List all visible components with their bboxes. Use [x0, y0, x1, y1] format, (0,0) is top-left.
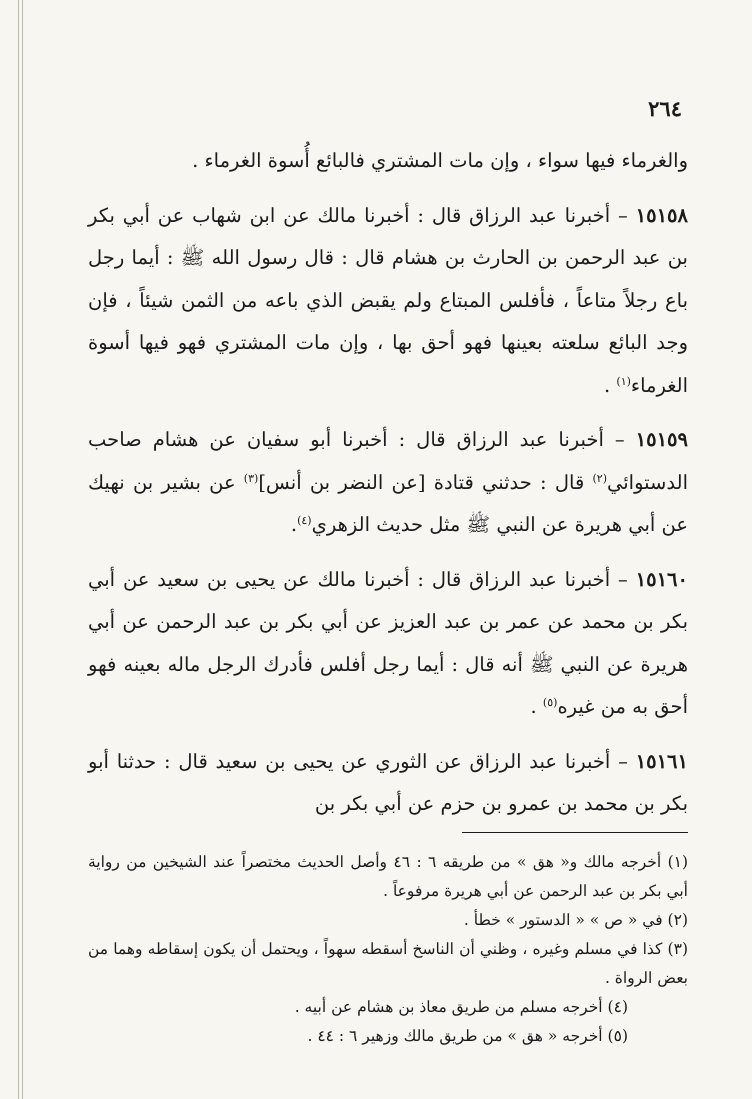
- footnote-1: [88, 848, 688, 906]
- hadith-end: .: [290, 513, 298, 536]
- hadith-end: .: [530, 695, 543, 718]
- hadith-15160: [88, 559, 688, 729]
- footnote-5: [88, 1022, 688, 1051]
- footnote-ref[interactable]: (٣): [243, 471, 259, 485]
- footnote-label: (٤): [607, 998, 628, 1016]
- hadith-number: ١٥١٦١: [635, 749, 688, 773]
- hadith-15161: [88, 741, 688, 826]
- footnote-label: (٢): [667, 911, 688, 929]
- hadith-text: – أخبرنا عبد الرزاق عن الثوري عن يحيى بن سعيد قال : حدثنا أبو بكر بن محمد بن عمرو بن حزم عن أبي بكر بن: [88, 749, 688, 815]
- footnote-label: (٥): [607, 1027, 628, 1045]
- footnote-text: أخرجه « هق » من طريق مالك وزهير ٦ : ٤٤ .: [307, 1027, 603, 1045]
- hadith-number: ١٥١٦٠: [635, 567, 688, 591]
- main-text: [88, 140, 688, 826]
- footnote-2: [88, 906, 688, 935]
- book-page: [88, 0, 688, 1099]
- hadith-number: ١٥١٥٩: [635, 428, 688, 451]
- hadith-text: – أخبرنا عبد الرزاق قال : أخبرنا أبو سفيان عن هشام صاحب الدستوائي: [88, 428, 688, 494]
- page-number: ٢٦٤: [648, 96, 682, 121]
- binding-edge-line: [18, 0, 19, 1099]
- hadith-number: ١٥١٥٨: [635, 203, 688, 227]
- hadith-15158: [88, 195, 688, 408]
- footnote-ref[interactable]: (١): [616, 374, 631, 388]
- hadith-text: – أخبرنا عبد الرزاق قال : أخبرنا مالك عن ابن شهاب عن أبي بكر بن عبد الرحمن بن الحارث بن هشام قال : قال رسول الله ﷺ : أيما رجل باع رجلاً متاعاً ، فأفلس المبتاع ولم يقبض الذي باعه من الثمن شيئاً ، فإن وجد البائع سلعته بعينها فهو أحق بها ، وإن مات المشتري فهو فيها أسوة الغرماء: [88, 203, 688, 397]
- hadith-text: – أخبرنا عبد الرزاق قال : أخبرنا مالك عن يحيى بن سعيد عن أبي بكر بن محمد عن عمر بن عبد العزيز عن أبي بكر بن عبد الرحمن عن أبي هريرة عن النبي ﷺ أنه قال : أيما رجل أفلس فأدرك الرجل ماله بعينه فهو أحق به من غيره: [88, 567, 688, 718]
- footnote-text: كذا في مسلم وغيره ، وظني أن الناسخ أسقطه سهواً ، ويحتمل أن يكون إسقاطه وهما من بعض الرواة .: [88, 940, 688, 987]
- footnote-ref[interactable]: (٤): [297, 514, 312, 527]
- hadith-15159: [88, 419, 688, 547]
- paragraph-text: والغرماء فيها سواء ، وإن مات المشتري فالبائع أُسوة الغرماء .: [192, 149, 688, 172]
- footnote-ref[interactable]: (٥): [542, 696, 558, 709]
- footnote-4: [88, 993, 688, 1022]
- binding-edge-line: [22, 0, 23, 1099]
- footnote-label: (٣): [667, 940, 688, 958]
- footnote-3: [88, 935, 688, 993]
- footnotes: [88, 848, 688, 1051]
- hadith-text: قال : حدثني قتادة [عن النضر بن أنس]: [258, 470, 593, 494]
- hadith-text: عن بشير بن نهيك عن أبي هريرة عن النبي ﷺ مثل حديث الزهري: [88, 470, 688, 536]
- footnote-label: (١): [667, 853, 689, 871]
- footnote-text: أخرجه مسلم من طريق معاذ بن هشام عن أبيه .: [294, 998, 603, 1016]
- footnote-ref[interactable]: (٢): [592, 471, 607, 485]
- hadith-end: .: [603, 373, 617, 397]
- footnote-separator: [462, 832, 688, 833]
- footnote-text: أخرجه مالك و« هق » من طريقه ٦ : ٤٦ وأصل الحديث مختصراً عند الشيخين من رواية أبي بكر بن عبد الرحمن عن أبي هريرة مرفوعاً .: [88, 853, 688, 900]
- footnote-text: في « ص » « الدستور » خطأ .: [463, 911, 663, 929]
- continuation-paragraph: [88, 140, 688, 183]
